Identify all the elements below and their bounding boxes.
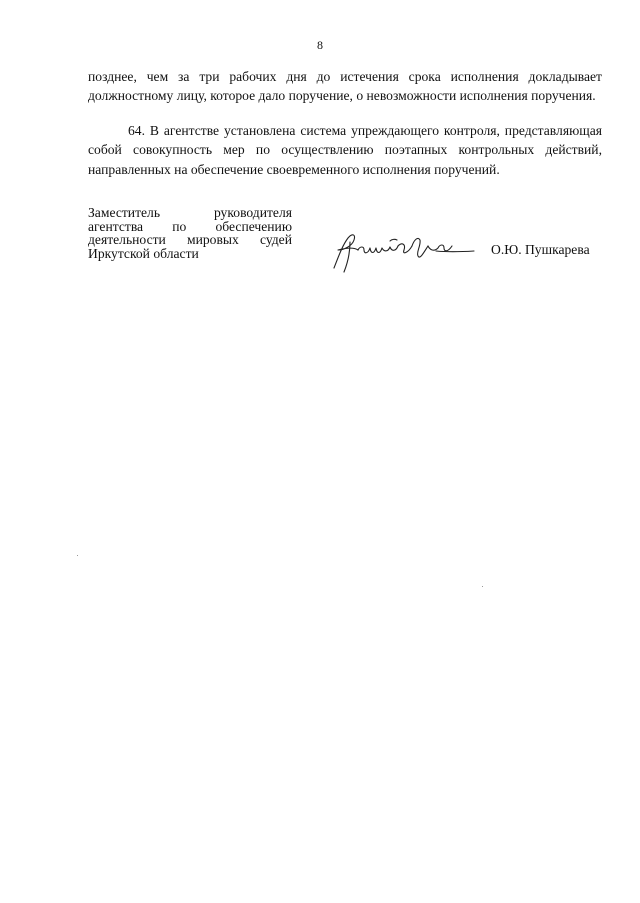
paragraph-item-64 bbox=[88, 121, 602, 179]
position-line: Заместитель руководителя bbox=[88, 205, 292, 220]
position-line: деятельности мировых судей bbox=[88, 232, 292, 248]
page-number: 8 bbox=[317, 38, 323, 52]
paragraph-text: 64. В агентстве установлена система упреждающего контроля, представляющая собой совокупность мер по осуществлению поэтапных контрольных действий, направленных на обеспечение своевременного исполнения поручений. bbox=[88, 123, 602, 177]
paragraph-continuation bbox=[88, 67, 602, 106]
position-line: Иркутской области bbox=[88, 245, 199, 261]
scan-speck bbox=[482, 586, 483, 587]
signer-position bbox=[88, 206, 292, 260]
position-line: агентства по обеспечению bbox=[88, 218, 292, 234]
handwritten-signature bbox=[328, 228, 476, 274]
paragraph-text: позднее, чем за три рабочих дня до истечения срока исполнения докладывает должностному лицу, которое дало поручение, о невозможности исполнения поручения. bbox=[88, 69, 602, 104]
signer-name: О.Ю. Пушкарева bbox=[491, 242, 590, 257]
scan-speck bbox=[77, 555, 78, 556]
